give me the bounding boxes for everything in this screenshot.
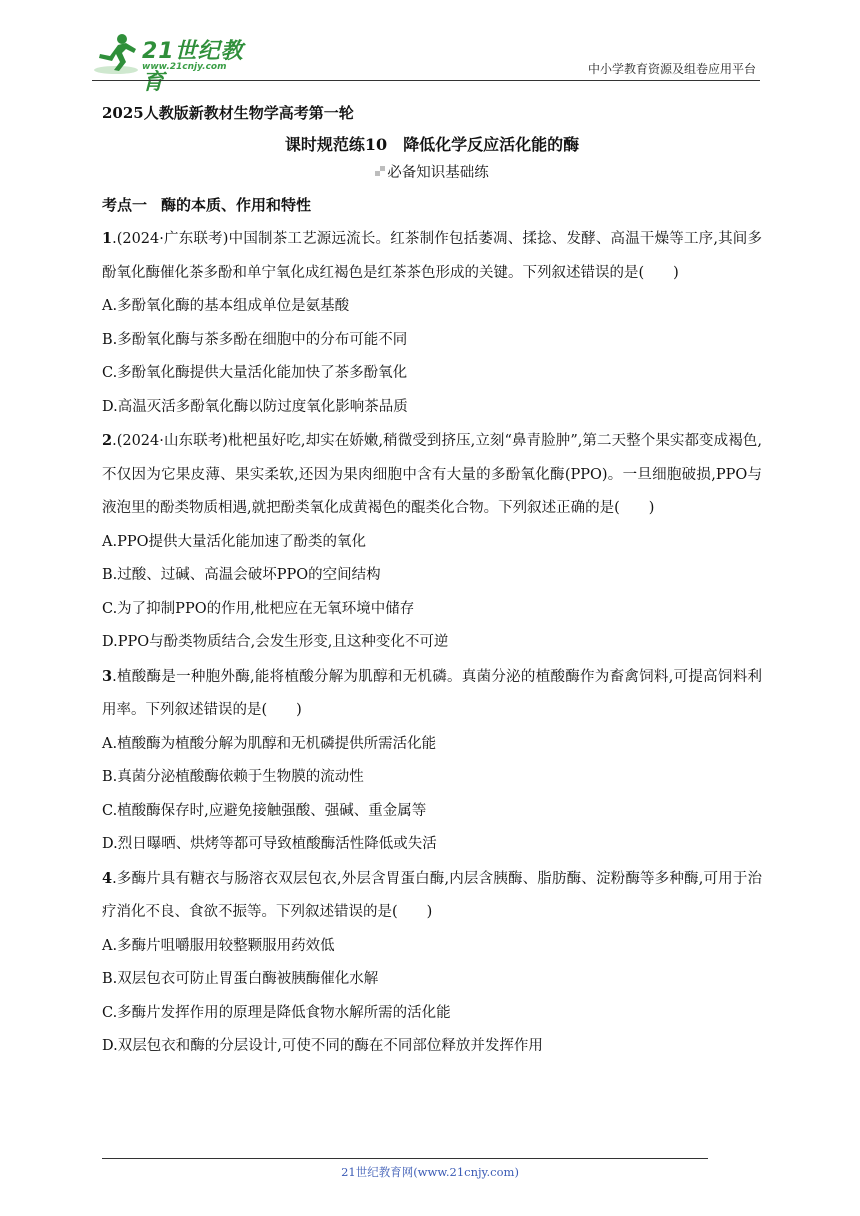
header-divider	[92, 80, 760, 81]
option-b: B.多酚氧化酶与茶多酚在细胞中的分布可能不同	[102, 331, 408, 348]
section-name: 酶的本质、作用和特性	[161, 196, 312, 214]
section-label: 考点一	[102, 196, 148, 214]
option-a: A.多酶片咀嚼服用较整颗服用药效低	[102, 937, 335, 954]
squares-icon	[375, 166, 385, 176]
option-d: D.PPO与酚类物质结合,会发生形变,且这种变化不可逆	[102, 634, 449, 650]
option-d: D.高温灭活多酚氧化酶以防过度氧化影响茶品质	[102, 398, 408, 415]
question-text: .(2024·山东联考)枇杷虽好吃,却实在娇嫩,稍微受到挤压,立刻“鼻青脸肿”,第二天整个果实都变成褐色,不仅因为它果皮薄、果实柔软,还因为果肉细胞中含有大量的多酚氧化酶(PPO)。一旦细胞破损,PPO与液泡里的酚类物质相遇,就把酚类氧化成黄褐色的醌类化合物。下列叙述正确的是( )	[102, 433, 762, 516]
question-number: 2	[102, 432, 113, 449]
option-b: B.过酸、过碱、高温会破坏PPO的空间结构	[102, 567, 381, 583]
question-stem	[102, 424, 762, 526]
question-stem	[102, 660, 762, 728]
section-heading	[102, 188, 762, 222]
lesson-title	[102, 130, 762, 160]
sub-title	[102, 160, 762, 186]
question-1	[102, 222, 762, 424]
option-c: C.植酸酶保存时,应避免接触强酸、强碱、重金属等	[102, 802, 427, 819]
option-b: B.双层包衣可防止胃蛋白酶被胰酶催化水解	[102, 971, 379, 987]
question-3	[102, 660, 762, 862]
logo	[92, 30, 262, 95]
option-c: C.为了抑制PPO的作用,枇杷应在无氧环境中储存	[102, 600, 415, 617]
option-b: B.真菌分泌植酸酶依赖于生物膜的流动性	[102, 769, 364, 785]
runner-logo-icon	[92, 32, 140, 76]
question-stem	[102, 862, 762, 930]
series-title: 2025人教版新教材生物学高考第一轮	[102, 104, 354, 122]
question-number: 3	[102, 667, 113, 685]
question-text: .植酸酶是一种胞外酶,能将植酸分解为肌醇和无机磷。真菌分泌的植酸酶作为畜禽饲料,可提高饲料利用率。下列叙述错误的是( )	[102, 668, 762, 718]
platform-name: 中小学教育资源及组卷应用平台	[587, 62, 756, 76]
question-text: .(2024·广东联考)中国制茶工艺源远流长。红茶制作包括萎凋、揉捻、发酵、高温干燥等工序,其间多酚氧化酶催化茶多酚和单宁氧化成红褐色是红茶茶色形成的关键。下列叙述错误的是( )	[102, 231, 762, 281]
lesson-name: 降低化学反应活化能的酶	[403, 135, 580, 154]
page-header	[92, 30, 760, 95]
question-stem	[102, 222, 762, 290]
option-a: A.多酚氧化酶的基本组成单位是氨基酸	[102, 298, 350, 314]
footer-divider	[102, 1158, 708, 1159]
option-a: A.PPO提供大量活化能加速了酚类的氧化	[102, 533, 366, 550]
document-body	[102, 100, 762, 1064]
question-number: 1	[102, 230, 113, 247]
question-number: 4	[102, 869, 113, 887]
option-d: D.烈日曝晒、烘烤等都可导致植酸酶活性降低或失活	[102, 836, 437, 852]
question-2	[102, 424, 762, 660]
option-d: D.双层包衣和酶的分层设计,可使不同的酶在不同部位释放并发挥作用	[102, 1038, 543, 1054]
option-c: C.多酚氧化酶提供大量活化能加快了茶多酚氧化	[102, 365, 408, 381]
lesson-number: 课时规范练10	[284, 135, 388, 154]
option-a: A.植酸酶为植酸分解为肌醇和无机磷提供所需活化能	[102, 735, 437, 752]
logo-url: www.21cnjy.com	[142, 62, 227, 72]
question-4	[102, 862, 762, 1064]
page-footer[interactable]: 21世纪教育网(www.21cnjy.com)	[341, 1165, 519, 1179]
sub-title-text: 必备知识基础练	[387, 165, 489, 181]
option-c: C.多酶片发挥作用的原理是降低食物水解所需的活化能	[102, 1004, 451, 1021]
logo-text: 21世纪教育	[142, 39, 244, 95]
question-text: .多酶片具有糖衣与肠溶衣双层包衣,外层含胃蛋白酶,内层含胰酶、脂肪酶、淀粉酶等多种酶,可用于治疗消化不良、食欲不振等。下列叙述错误的是( )	[102, 870, 762, 920]
